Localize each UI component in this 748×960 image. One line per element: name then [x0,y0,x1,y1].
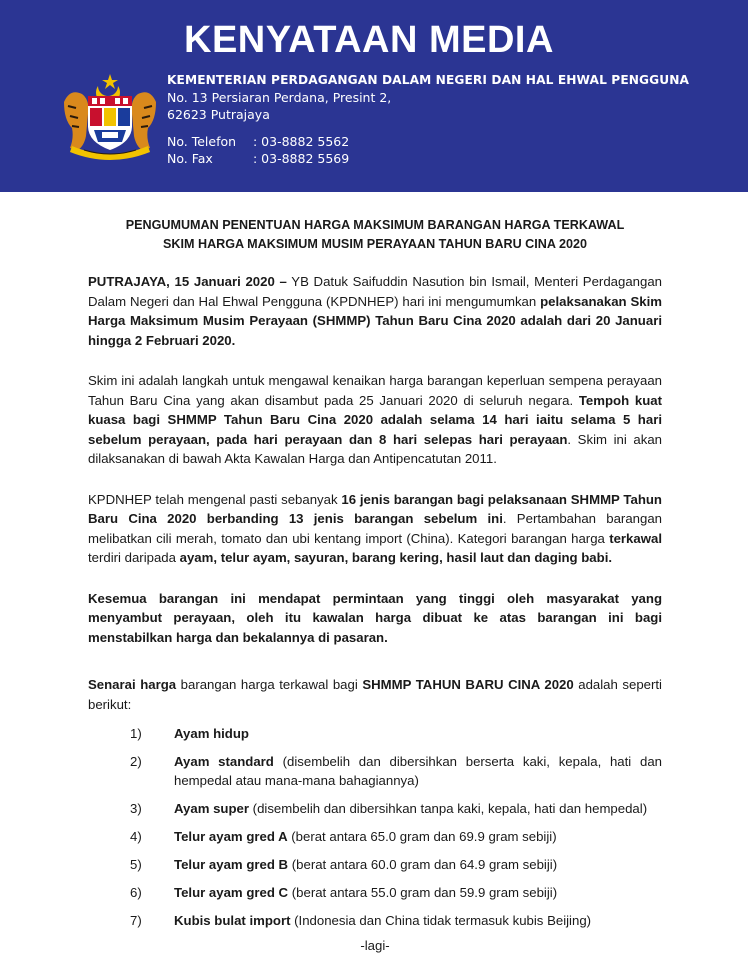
p5-highlight-a: Senarai harga [88,677,177,692]
item-number: 3) [130,801,142,816]
contact-numbers [167,133,727,167]
item-name: Ayam standard [174,754,274,769]
item-text [174,724,662,743]
phone-label: No. Telefon [167,134,237,149]
p2-text-b: . Skim ini akan dilaksanakan di bawah Akta Kawalan Harga dan Antipencatutan 2011. [88,431,662,466]
item-text [174,752,662,790]
list-item [88,911,662,930]
item-name: Ayam super [174,801,250,816]
p1-highlight: pelaksanakan Skim Harga Maksimum Musim Perayaan (SHMMP) Tahun Baru Cina 2020 adalah dari 20 Januari hingga 2 Februari 2020. [88,293,662,348]
p3-text-b: . Pertambahan barangan melibatkan cili merah, tomato dan ubi kentang import (China). Kategori barangan harga [88,511,662,546]
address-line-2: 62623 Putrajaya [167,107,270,122]
item-text [174,911,662,930]
p3-highlight-a: 16 jenis barangan bagi pelaksanaan SHMMP Tahun Baru Cina 2020 berbanding 13 jenis barangan sebelum ini [88,491,662,526]
p1-text: YB Datuk Saifuddin Nasution bin Ismail, Menteri Perdagangan Dalam Negeri dan Hal Ehwal Pengguna (KPDNHEP) hari ini mengumumkan [88,274,662,309]
statement-body [88,216,662,956]
item-number: 1) [130,726,142,741]
p2-highlight: Tempoh kuat kuasa bagi SHMMP Tahun Baru Cina 2020 adalah selama 14 hari iaitu selama 5 hari sebelum perayaan, pada hari perayaan dan 8 hari selepas hari perayaan [88,392,662,447]
list-item [88,724,662,743]
item-name: Telur ayam gred C [174,885,289,900]
p3-highlight-c: ayam, telur ayam, sayuran, barang kering, hasil laut dan daging babi. [179,550,613,565]
coat-of-arms-icon [58,72,162,162]
paragraph-4: Kesemua barangan ini mendapat permintaan yang tinggi oleh masyarakat yang menyambut perayaan, oleh itu kawalan harga dibuat ke atas barangan ini bagi menstabilkan harga dan bekalannya di pasaran. [88,590,662,645]
phone-value: : 03-8882 5562 [253,134,350,149]
heading-line-1: PENGUMUMAN PENENTUAN HARGA MAKSIMUM BARANGAN HARGA TERKAWAL [125,218,625,232]
dateline: PUTRAJAYA, 15 Januari 2020 – [88,274,287,289]
item-desc: (berat antara 55.0 gram dan 59.9 gram sebiji) [288,885,558,900]
list-item [88,752,662,790]
p5-text-a: barangan harga terkawal bagi [176,677,363,692]
paragraph-2 [88,371,662,469]
item-number: 4) [130,829,142,844]
p5-text-b: adalah seperti berikut: [88,677,662,712]
p3-highlight-b: terkawal [609,530,662,546]
item-text [174,883,662,902]
p3-text-c: terdiri daripada [88,550,180,565]
paragraph-1 [88,272,662,350]
item-name: Kubis bulat import [174,913,291,928]
list-item [88,799,662,818]
ministry-contact-block [167,72,727,167]
item-name: Telur ayam gred A [174,829,288,844]
item-desc: (Indonesia dan China tidak termasuk kubis Beijing) [290,913,592,928]
item-name: Ayam hidup [174,726,249,741]
p2-text-a: Skim ini adalah langkah untuk mengawal kenaikan harga barangan keperluan sempena perayaan Tahun Baru Cina yang akan disambut pada 25 Januari 2020 di seluruh negara. [88,373,662,408]
heading-line-2: SKIM HARGA MAKSIMUM MUSIM PERAYAAN TAHUN BARU CINA 2020 [162,237,588,251]
phone-row [167,133,727,150]
item-text [174,799,662,818]
paragraph-3 [88,490,662,568]
item-number: 6) [130,885,142,900]
fax-label: No. Fax [167,151,213,166]
fax-row [167,150,727,167]
item-desc: (disembelih dan dibersihkan berserta kaki, kepala, hati dan hempedal atau mana-mana bahagiannya) [174,754,662,788]
fax-value: : 03-8882 5569 [253,151,350,166]
continued-marker: -lagi- [360,938,390,953]
item-number: 7) [130,913,142,928]
item-desc: (berat antara 65.0 gram dan 69.9 gram sebiji) [287,829,557,844]
p3-text-a: KPDNHEP telah mengenal pasti sebanyak [88,491,342,507]
media-statement-banner [0,0,748,192]
banner-title: KENYATAAN MEDIA [184,19,554,61]
ministry-name: KEMENTERIAN PERDAGANGAN DALAM NEGERI DAN HAL EHWAL PENGGUNA [167,73,690,87]
item-desc: (disembelih dan dibersihkan tanpa kaki, kepala, hati dan hempedal) [249,801,648,816]
item-number: 2) [130,754,142,769]
paragraph-5 [88,675,662,714]
item-text [174,855,662,874]
list-item [88,883,662,902]
statement-heading [78,216,672,254]
list-item [88,827,662,846]
p5-highlight-b: SHMMP TAHUN BARU CINA 2020 [362,677,574,692]
controlled-items-list [88,724,662,930]
item-text [174,827,662,846]
item-desc: (berat antara 60.0 gram dan 64.9 gram sebiji) [288,857,558,872]
list-item [88,855,662,874]
address-line-1: No. 13 Persiaran Perdana, Presint 2, [167,90,392,105]
item-name: Telur ayam gred B [174,857,289,872]
item-number: 5) [130,857,142,872]
